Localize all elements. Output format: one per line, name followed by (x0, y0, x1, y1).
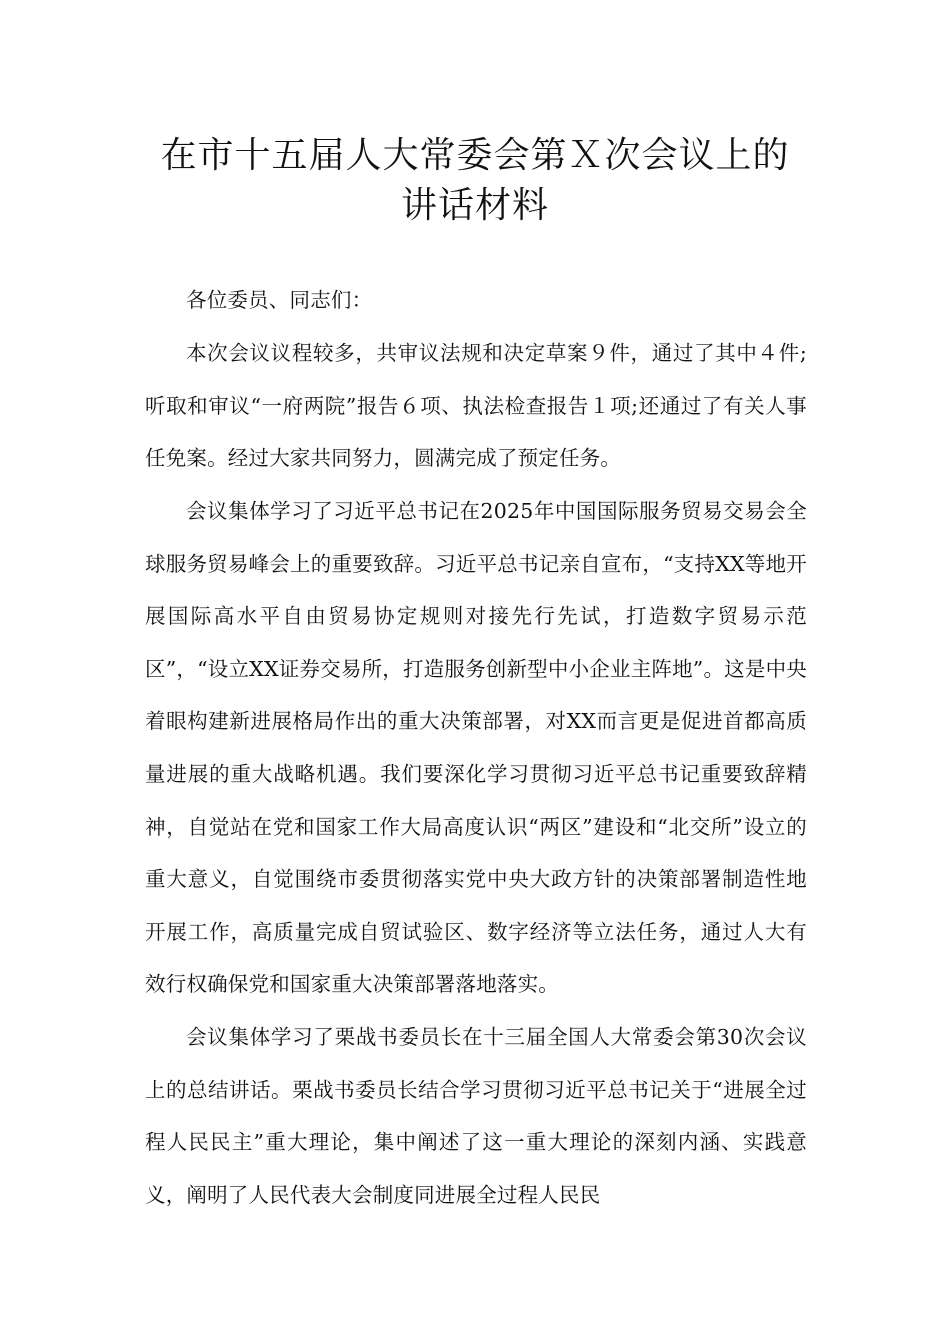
document-title-line-2: 讲话材料 (400, 185, 549, 226)
paragraph-2: 会议集体学习了习近平总书记在2025年中国国际服务贸易交易会全球服务贸易峰会上的重要致辞。习近平总书记亲自宣布，“支持XX等地开展国际高水平自由贸易协定规则对接先行先试，打造数字贸易示范区”，“设立XX证券交易所，打造服务创新型中小企业主阵地”。这是中央着眼构建新进展格局作出的重大决策部署，对XX而言更是促进首都高质量进展的重大战略机遇。我们要深化学习贯彻习近平总书记重要致辞精神，自觉站在党和国家工作大局高度认识“两区”建设和“北交所”设立的重大意义，自觉围绕市委贯彻落实党中央大政方针的决策部署制造性地开展工作，高质量完成自贸试验区、数字经济等立法任务，通过人大有效行权确保党和国家重大决策部署落地落实。 (145, 499, 807, 997)
paragraph-3: 会议集体学习了栗战书委员长在十三届全国人大常委会第30次会议上的总结讲话。栗战书委员长结合学习贯彻习近平总书记关于“进展全过程人民民主”重大理论，集中阐述了这一重大理论的深刻内涵、实践意义，阐明了人民代表大会制度同进展全过程人民民 (145, 1025, 807, 1207)
document-title-line-1: 在市十五届人大常委会第Ｘ次会议上的 (160, 135, 790, 176)
paragraph-1: 本次会议议程较多，共审议法规和决定草案９件，通过了其中４件;听取和审议“一府两院”报告６项、执法检查报告１项;还通过了有关人事任免案。经过大家共同努力，圆满完成了预定任务。 (145, 341, 807, 471)
salutation: 各位委员、同志们： (186, 288, 373, 312)
